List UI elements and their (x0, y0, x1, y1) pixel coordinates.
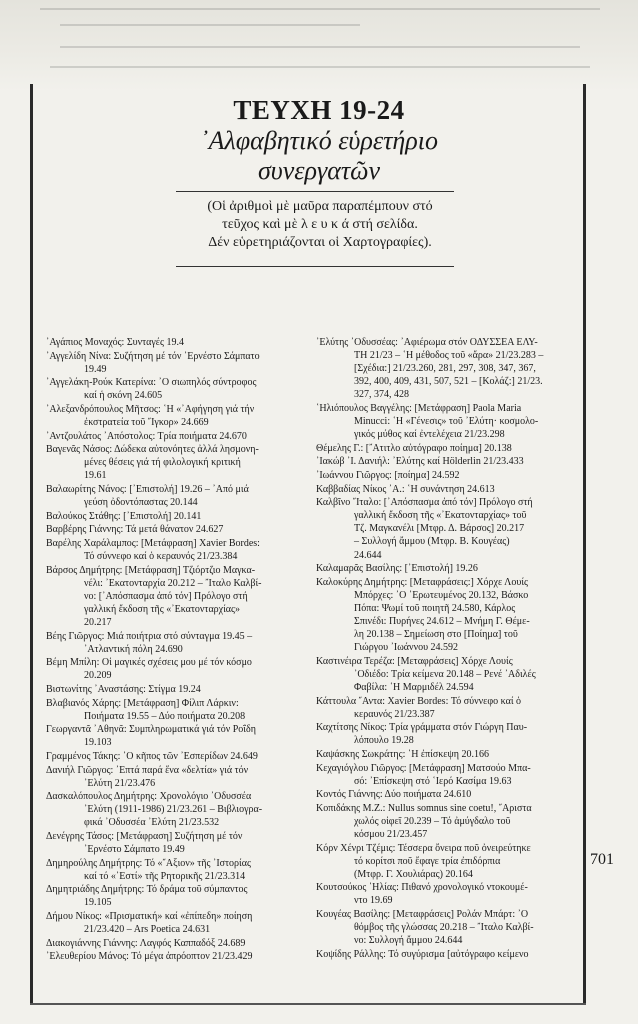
index-entry (316, 695, 580, 721)
entry-continuation-line: νέλι: ᾿Εκατονταρχία 20.212 – ῎Ιταλο Καλβί- (84, 577, 262, 589)
entry-line: Κουγέας Βασίλης: [Μεταφράσεις] Ρολάν Μπάρτ: ᾿Ο (316, 909, 529, 921)
entry-continuation-line: γεύση ὀδοντόπαστας 20.144 (84, 497, 198, 509)
index-entry (316, 576, 580, 655)
note-line-1: (Οἱ ἀριθμοὶ μὲ μαῦρα παραπέμπουν στό (207, 199, 433, 214)
entry-line: Κουτσούκος ῾Ηλίας: Πιθανό χρονολογικό ντοκουμέ- (316, 882, 528, 894)
entry-line: Βαλαωρίτης Νάνος: [᾿Επιστολή] 19.26 – ᾿Από μιά (46, 484, 249, 496)
index-entry (46, 537, 314, 563)
frame-bottom-border (30, 1003, 586, 1005)
entry-line: Κοπιδάκης Μ.Ζ.: Nullus somnus sine coetu!, ῎Αριστα (316, 802, 532, 814)
entry-continuation-line: [Σχέδια:] 21/23.260, 281, 297, 308, 347, 367, (354, 363, 536, 375)
note-line-3: Δέν εὑρετηριάζονται οἱ Χαρτογραφίες). (208, 235, 432, 250)
entry-line: Κάττουλα ῎Αντα: Xavier Bordes: Τό σύννεφο καί ὁ (316, 695, 522, 707)
index-entry (46, 376, 314, 402)
index-entry (46, 937, 314, 950)
entry-line: Δασκαλόπουλος Δημήτρης: Χρονολόγιο ᾿Οδυσσέα (46, 791, 252, 803)
index-entry (316, 562, 580, 575)
entry-continuation-line: 327, 374, 428 (354, 389, 409, 401)
entry-line: Βέμη Μπίλη: Οἱ μαγικές σχέσεις μου μέ τόν κόσμο (46, 657, 252, 669)
entry-line: Βαγενᾶς Νάσος: Δώδεκα αὐτονόητες ἀλλά λησμονη- (46, 444, 259, 456)
entry-line: Βιστωνίτης ᾿Αναστάσης: Στίγμα 19.24 (46, 683, 201, 695)
index-entry (46, 883, 314, 909)
entry-line: Βαλούκος Στάθης: [᾿Επιστολή] 20.141 (46, 510, 202, 522)
index-entry (316, 455, 580, 468)
entry-continuation-line: Μπόρχες: ᾿Ο ᾿Ερωτευμένος 20.132, Βάσκο (354, 589, 529, 601)
index-entry (46, 723, 314, 749)
index-entry (46, 523, 314, 536)
index-entry (46, 656, 314, 682)
entry-continuation-line: ΤΗ 21/23 – ῾Η μέθοδος τοῦ «ἄρα» 21/23.283 – (354, 350, 544, 362)
index-entry (46, 683, 314, 696)
index-entry (316, 881, 580, 907)
entry-continuation-line: 20.217 (84, 616, 112, 628)
index-entry (46, 403, 314, 429)
index-entry (316, 655, 580, 694)
index-entry (46, 350, 314, 376)
entry-line: Δανιήλ Γιῶργος: ᾿Επτά παρά ἕνα «δελτία» γιά τόν (46, 764, 249, 776)
entry-continuation-line: ᾿Ατλαντική πόλη 24.690 (84, 643, 183, 655)
entry-continuation-line: Φαβίλα: ῾Η Μαρμιδέλ 24.594 (354, 681, 474, 693)
entry-continuation-line: Τό σύννεφο καί ὁ κεραυνός 21/23.384 (84, 551, 238, 562)
entry-continuation-line: χωλός οἰφεῖ 20.239 – Τό ἀμύγδαλο τοῦ (354, 815, 511, 827)
entry-continuation-line: ᾿Οδιέδο: Τρία κείμενα 20.148 – Ρενέ ᾿Αδιλές (354, 668, 536, 680)
index-column-left (46, 336, 314, 964)
entry-line: Γεωργαντᾶ ᾿Αθηνᾶ: Συμπληρωματικά γιά τόν Ροΐδη (46, 724, 256, 736)
frame-right-border (583, 84, 586, 1004)
entry-line: ῾Ηλιόπουλος Βαγγέλης: [Μετάφραση] Paola Maria (316, 402, 522, 414)
index-entry (46, 483, 314, 509)
entry-line: Δήμου Νίκος: «Πρισματική» καί «ἐπίπεδη» ποίηση (46, 911, 253, 923)
entry-line: ᾿Αλεξανδρόπουλος Μῆτσος: ῾Η «᾿Αφήγηση γιά τήν (46, 403, 255, 415)
page-title: ΤΕΥΧΗ 19-24 (233, 95, 405, 125)
entry-line: Κοντός Γιάννης: Δύο ποιήματα 24.610 (316, 789, 472, 801)
index-entry (316, 496, 580, 561)
entry-line: ᾿Αγάπιος Μοναχός: Συνταγές 19.4 (46, 337, 184, 348)
entry-continuation-line: ᾿Ελύτη (1911-1986) 21/23.261 – Βιβλιογρα- (84, 804, 263, 816)
entry-continuation-line: 19.61 (84, 470, 107, 482)
entry-line: ᾿Αντζουλάτος ᾿Απόστολος: Τρία ποιήματα 24.670 (46, 430, 247, 442)
index-entry (316, 908, 580, 947)
entry-line: Καλοκύρης Δημήτρης: [Μεταφράσεις:] Χόρχε Λουίς (316, 576, 528, 588)
entry-continuation-line: μένες θέσεις γιά τή φιλολογική κριτική (84, 457, 241, 469)
index-column-right (316, 336, 580, 961)
entry-line: Κόρν Χένρι Τζέμις: Τέσσερα ὄνειρα ποῦ ὀνειρεύτηκε (316, 842, 531, 854)
entry-continuation-line: 24.644 (354, 549, 382, 561)
bleed-through-line (50, 66, 590, 68)
entry-line: Διακογιάννης Γιάννης: Λαγφός Καππαδόξ 24.689 (46, 937, 246, 949)
index-entry (46, 564, 314, 629)
entry-line: Γραμμένος Τάκης: ᾿Ο κῆπος τῶν ᾿Εσπερίδων 24.649 (46, 750, 258, 762)
index-entry (316, 788, 580, 801)
index-entry (316, 336, 580, 401)
entry-continuation-line: Γιώργου ᾿Ιωάννου 24.592 (354, 642, 459, 654)
entry-line: Καχτίτσης Νίκος: Τρία γράμματα στόν Γιώργη Παυ- (316, 722, 528, 734)
index-entry (316, 721, 580, 747)
entry-line: Θέμελης Γ.: [῎Ατιτλο αὐτόγραφο ποίημα] 20.138 (316, 442, 512, 454)
entry-continuation-line: Τζ. Μαγκανέλι [Μτφρ. Δ. Βάρσος] 20.217 (354, 523, 525, 535)
entry-line: Καστινέιρα Τερέζα: [Μεταφράσεις] Χόρχε Λουίς (316, 655, 513, 667)
entry-continuation-line: Ποιήματα 19.55 – Δύο ποιήματα 20.208 (84, 710, 246, 722)
index-entry (46, 910, 314, 936)
index-entry (46, 950, 314, 963)
entry-continuation-line: 19.49 (84, 363, 107, 375)
entry-line: Καββαδίας Νίκος ᾿Α.: ῾Η συνάντηση 24.613 (316, 483, 495, 495)
index-entry (46, 430, 314, 443)
rule-bottom (176, 266, 454, 267)
entry-line: ᾿Ιακώβ ᾿Ι. Δανιήλ: ᾿Ελύτης καί Hölderlin 21/23.433 (316, 456, 524, 468)
entry-continuation-line: τό κορίτσι ποῦ ἔφαγε τρία ἐπιδόρπια (354, 855, 501, 867)
index-entry (316, 748, 580, 761)
scan-shadow (0, 0, 638, 92)
subtitle-line-2: συνεργατῶν (257, 156, 381, 185)
index-entry (316, 762, 580, 788)
entry-continuation-line: νο: [᾿Απόσπασμα ἀπό τόν] Πρόλογο στή (84, 590, 248, 602)
index-entry (46, 510, 314, 523)
index-entry (46, 697, 314, 723)
entry-line: Βέης Γιῶργος: Μιά ποιήτρια στό σύνταγμα 19.45 – (46, 630, 253, 642)
index-entry (316, 802, 580, 841)
index-entry (46, 630, 314, 656)
entry-line: Βλαβιανός Χάρης: [Μετάφραση] Φίλιπ Λάρκιν: (46, 697, 239, 709)
index-entry (316, 483, 580, 496)
entry-continuation-line: 21/23.420 – Ars Poetica 24.631 (84, 924, 211, 936)
entry-continuation-line: – Συλλογή ἄμμου (Μτφρ. Β. Κουγέας) (354, 536, 510, 548)
index-entry (316, 948, 580, 961)
entry-continuation-line: καί ἡ σκόνη 24.605 (84, 390, 163, 402)
note-line-2: τεῦχος καὶ μὲ λ ε υ κ ά στή σελίδα. (222, 217, 418, 232)
entry-continuation-line: καί τό «᾿Εστί» τῆς Ρητορικῆς 21/23.314 (84, 870, 246, 882)
entry-continuation-line: σό: ᾿Επίσκεψη στό ῾Ιερό Κασίμα 19.63 (354, 775, 512, 787)
frame-left-border (30, 84, 33, 1004)
index-entry (46, 336, 314, 349)
entry-continuation-line: Minucci: ῾Η «Γένεσις» τοῦ ᾿Ελύτη· κοσμολο- (354, 416, 539, 428)
bleed-through-line (40, 8, 600, 10)
bleed-through-line (60, 24, 360, 26)
entry-continuation-line: (Μτφρ. Γ. Χουλιάρας) 20.164 (354, 868, 473, 880)
entry-continuation-line: 19.105 (84, 897, 112, 909)
entry-line: ᾿Ιωάννου Γιῶργος: [ποίημα] 24.592 (316, 469, 460, 481)
entry-continuation-line: λη 20.138 – Σημείωση στο [Ποίημα] τοῦ (354, 629, 518, 641)
entry-continuation-line: ᾿Ελύτη 21/23.476 (84, 777, 156, 789)
index-entry (316, 842, 580, 881)
entry-continuation-line: κόσμου 21/23.457 (354, 828, 428, 840)
entry-continuation-line: 20.209 (84, 670, 112, 682)
entry-continuation-line: γαλλική ἔκδοση τῆς «᾿Εκατονταρχίας» τοῦ (354, 510, 527, 522)
entry-continuation-line: φικά ᾿Οδυσσέα ᾿Ελύτη 21/23.532 (84, 817, 220, 829)
entry-line: Καψάσκης Σωκράτης: ῾Η ἐπίσκεψη 20.166 (316, 748, 489, 760)
entry-line: Καλαμαρᾶς Βασίλης: [᾿Επιστολή] 19.26 (316, 563, 478, 575)
entry-line: ᾿Αγγελίδη Νίνα: Συζήτηση μέ τόν ᾿Ερνέστο Σάμπατο (46, 350, 260, 362)
entry-line: ᾿Ελύτης ᾿Οδυσσέας: ᾿Αφιέρωμα στόν ΟΔΥΣΣΕΑ ΕΛΥ- (316, 337, 538, 348)
entry-continuation-line: ᾿Ερνέστο Σάμπατο 19.49 (84, 844, 185, 856)
entry-continuation-line: ἐκστρατεία τοῦ ῎Ιγκορ» 24.669 (84, 417, 209, 429)
bleed-through-line (60, 46, 580, 48)
entry-line: Κεχαγιόγλου Γιῶργος: [Μετάφραση] Ματσούο Μπα- (316, 762, 531, 774)
entry-continuation-line: 392, 400, 409, 431, 507, 521 – [Κολάζ:] 21/23. (354, 376, 543, 388)
entry-line: ᾿Αγγελάκη-Ρούκ Κατερίνα: ᾿Ο σιωπηλός σύντροφος (46, 377, 257, 389)
index-entry (46, 790, 314, 829)
index-entry (46, 764, 314, 790)
entry-continuation-line: Σπινέδι: Πυρήνες 24.612 – Μνήμη Γ. Θέμε- (354, 615, 530, 627)
page-number: 701 (590, 851, 614, 868)
index-entry (46, 857, 314, 883)
entry-line: Βαρβέρης Γιάννης: Τά μετά θάνατον 24.627 (46, 524, 224, 536)
index-entry (46, 830, 314, 856)
index-entry (46, 750, 314, 763)
index-entry (316, 402, 580, 441)
entry-line: Κοψίδης Ράλλης: Τό συγύρισμα [αὐτόγραφο κείμενο (316, 948, 529, 960)
entry-line: Καλβῖνο ῎Ιταλο: [᾿Απόσπασμα ἀπό τόν] Πρόλογο στή (316, 497, 533, 509)
entry-continuation-line: 19.103 (84, 737, 112, 749)
entry-line: Βαρέλης Χαράλαμπος: [Μετάφραση] Xavier Bordes: (46, 537, 260, 549)
entry-continuation-line: Πόπα: Ψωμί τοῦ ποιητῆ 24.580, Κάρλος (354, 602, 516, 614)
rule-top (176, 191, 454, 192)
entry-continuation-line: γαλλική ἔκδοση τῆς «᾿Εκατονταρχίας» (84, 603, 240, 615)
index-entry (316, 469, 580, 482)
entry-continuation-line: ντο 19.69 (354, 895, 393, 907)
index-entry (46, 443, 314, 482)
entry-line: Βάρσος Δημήτρης: [Μετάφραση] Τζιόρτζιο Μαγκα- (46, 564, 256, 576)
entry-line: Δενέγρης Τάσος: [Μετάφραση] Συζήτηση μέ τόν (46, 830, 243, 842)
entry-line: Δημητριάδης Δημήτρης: Τό δράμα τοῦ σύμπαντος (46, 884, 248, 896)
index-entry (316, 442, 580, 455)
entry-continuation-line: θόμβος τῆς γλώσσας 20.218 – ῎Ιταλο Καλβί- (354, 922, 534, 934)
subtitle-line-1: ᾿Αλφαβητικό εὑρετήριο (200, 126, 438, 155)
entry-continuation-line: νο: Συλλογή ἄμμου 24.644 (354, 935, 463, 947)
entry-line: Δημηρούλης Δημήτρης: Τό «῎Αξιον» τῆς ᾿Ιστορίας (46, 857, 251, 869)
entry-continuation-line: κεραυνός 21/23.387 (354, 708, 435, 720)
entry-continuation-line: γικός μύθος καί ἐντελέχεια 21/23.298 (354, 429, 505, 441)
entry-line: ᾿Ελευθερίου Μάνος: Τό μέγα ἀπρόοπτον 21/23.429 (46, 951, 253, 963)
entry-continuation-line: λόπουλο 19.28 (354, 735, 414, 747)
